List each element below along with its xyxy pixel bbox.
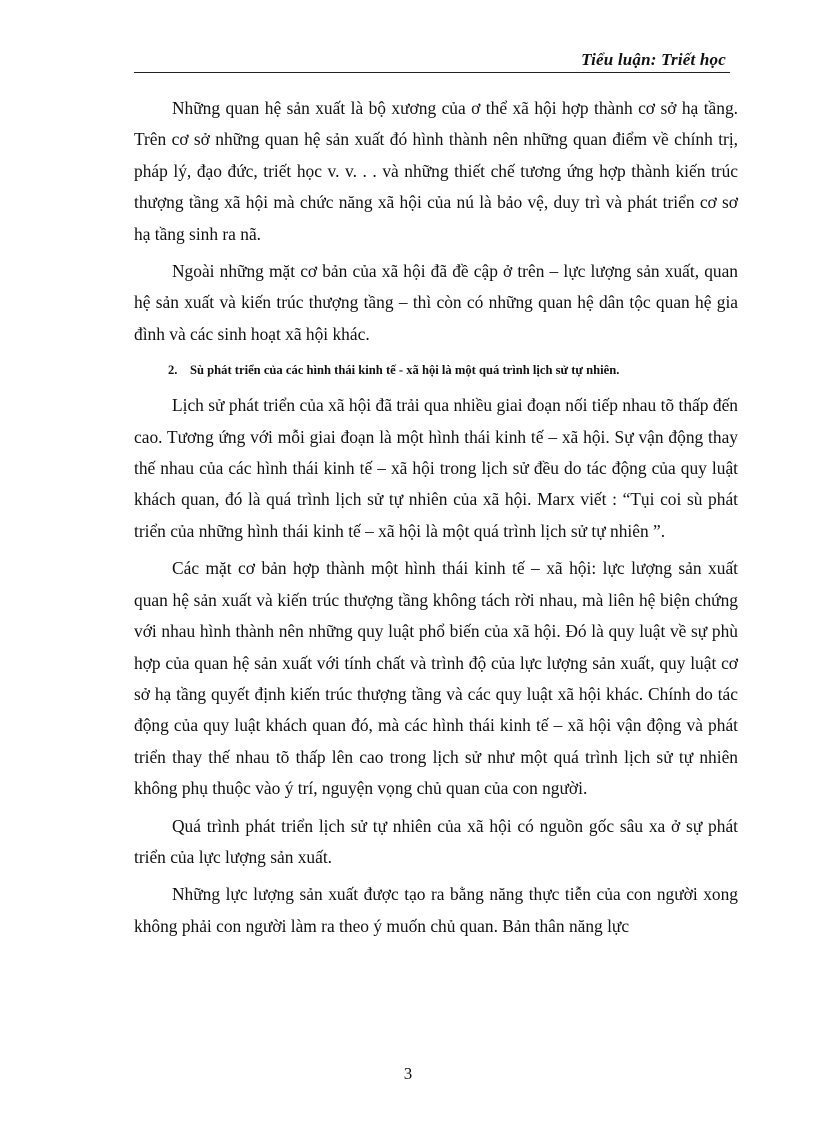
header-divider	[134, 72, 730, 73]
section-heading-text: Sù phát triển của các hình thái kinh tế - xã hội là một quá trình lịch sử tự nhiên.	[190, 363, 620, 378]
paragraph: Những lực lượng sản xuất được tạo ra bằng năng thực tiễn của con người xong không phải con người làm ra theo ý muốn chủ quan. Bản thân năng lực	[134, 884, 738, 936]
section-heading-number: 2.	[168, 363, 178, 378]
document-body	[134, 93, 738, 942]
running-header-title: Tiểu luận: Triết học	[581, 50, 726, 69]
paragraph: Lịch sử phát triển của xã hội đã trải qua nhiều giai đoạn nối tiếp nhau tõ thấp đến cao. Tương ứng với mỗi giai đoạn là một hình thái kinh tế – xã hội. Sự vận động thay thế nhau của các hình thái kinh tế – xã hội trong lịch sử đều do tác động của quy luật khách quan, đó là quá trình lịch sử tự nhiên của xã hội. Marx viết : “Tụi coi sù phát triển của những hình thái kinh tế – xã hội là một quá trình lịch sử tự nhiên ”.	[134, 395, 738, 541]
paragraph: Quá trình phát triển lịch sử tự nhiên của xã hội có nguồn gốc sâu xa ở sự phát triển của lực lượng sản xuất.	[134, 815, 738, 867]
page-number: 3	[403, 1064, 413, 1083]
paragraph: Ngoài những mặt cơ bản của xã hội đã đề cập ở trên – lực lượng sản xuất, quan hệ sản xuất và kiến trúc thượng tầng – thì còn có những quan hệ dân tộc quan hệ gia đình và các sinh hoạt xã hội khác.	[134, 261, 738, 344]
paragraph: Các mặt cơ bản hợp thành một hình thái kinh tế – xã hội: lực lượng sản xuất quan hệ sản xuất và kiến trúc thượng tầng không tách rời nhau, mà liên hệ biện chứng với nhau hình thành nên những quy luật phổ biến của xã hội. Đó là quy luật về sự phù hợp của quan hệ sản xuất với tính chất và trình độ của lực lượng sản xuất, quy luật cơ sở hạ tầng quyết định kiến trúc thượng tầng và các quy luật xã hội khác. Chính do tác động của quy luật khách quan đó, mà các hình thái kinh tế – xã hội vận động và phát triển thay thế nhau tõ thấp lên cao trong lịch sử như một quá trình lịch sử tự nhiên không phụ thuộc vào ý trí, nguyện vọng chủ quan của con người.	[134, 558, 738, 799]
paragraph: Những quan hệ sản xuất là bộ xương của ơ thể xã hội hợp thành cơ sở hạ tầng. Trên cơ sở những quan hệ sản xuất đó hình thành nên những quan điểm về chính trị, pháp lý, đạo đức, triết học v. v. . . và những thiết chế tương ứng hợp thành kiến trúc thượng tầng xã hội mà chức năng xã hội của nú là bảo vệ, duy trì và phát triển cơ sơ hạ tầng sinh ra nã.	[134, 98, 738, 244]
section-heading	[134, 358, 738, 383]
